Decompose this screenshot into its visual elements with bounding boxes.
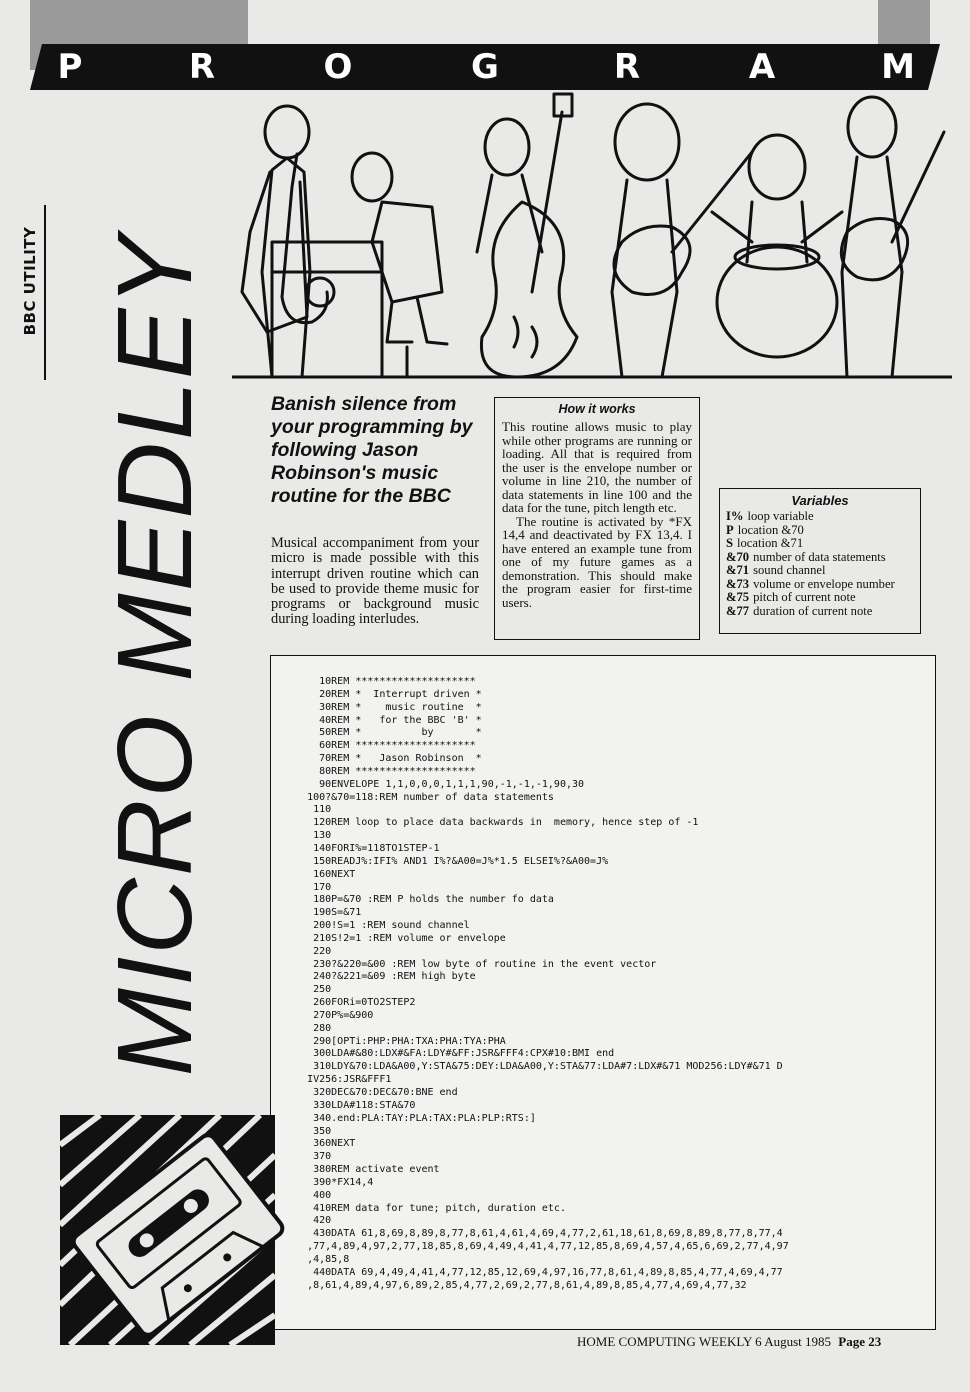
variable-description: pitch of current note bbox=[753, 590, 856, 604]
section-divider bbox=[44, 205, 46, 380]
code-line: 370 bbox=[283, 1151, 332, 1163]
code-line: 10REM ******************** bbox=[283, 676, 476, 687]
code-line: 60REM ******************** bbox=[283, 740, 476, 752]
variable-description: location &71 bbox=[737, 536, 804, 550]
variable-name: P bbox=[726, 522, 734, 537]
variable-row bbox=[726, 578, 914, 592]
code-line: 430DATA 61,8,69,8,89,8,77,8,61,4,61,4,69,4,77,2,61,18,61,8,69,8,89,8,77,8,77,4 bbox=[283, 1228, 783, 1240]
code-line: 390*FX14,4 bbox=[283, 1176, 374, 1188]
banner-letter-r: R bbox=[188, 47, 216, 87]
code-line: 250 bbox=[283, 984, 332, 996]
code-line: 90ENVELOPE 1,1,0,0,0,1,1,1,90,-1,-1,-1,90,30 bbox=[283, 778, 585, 790]
intro-body: Musical accompaniment from your micro is made possible with this interrupt driven routine which can be used to provide theme music for programs or background music during loading interludes. bbox=[271, 535, 479, 628]
banner-letter-m: M bbox=[881, 47, 915, 87]
banner-letter-g: G bbox=[471, 47, 499, 87]
variable-row bbox=[726, 524, 914, 538]
variable-name: &70 bbox=[726, 549, 750, 564]
code-line: 360NEXT bbox=[283, 1138, 356, 1150]
code-line: 180P=&70 :REM P holds the number fo data bbox=[283, 894, 554, 906]
code-line: 310LDY&70:LDA&A00,Y:STA&75:DEY:LDA&A00,Y:STA&77:LDA#7:LDX#&71 MOD256:LDY#&71 D bbox=[283, 1061, 783, 1073]
how-it-works-paragraph-1: This routine allows music to play while other programs are running or loading. All that is required from the user is the envelope number or volume in line 210, the number of data statements in line 100 and the data for the tune, pitch length etc. bbox=[502, 419, 692, 515]
code-line: 150READJ%:IFI% AND1 I%?&A00=J%*1.5 ELSEI%?&A00=J% bbox=[283, 855, 609, 867]
code-line: 110 bbox=[283, 804, 332, 816]
code-line: 140FORI%=118TO1STEP-1 bbox=[283, 842, 440, 854]
code-line: 420 bbox=[283, 1215, 332, 1227]
code-line: 30REM * music routine * bbox=[283, 701, 482, 713]
intro-column bbox=[271, 393, 479, 628]
code-line: 170 bbox=[283, 881, 332, 893]
how-it-works-title: How it works bbox=[558, 402, 636, 416]
variable-description: number of data statements bbox=[753, 549, 886, 564]
code-line: 270P%=&900 bbox=[283, 1009, 374, 1021]
banner-letter-p: P bbox=[57, 47, 83, 87]
code-line: 320DEC&70:DEC&70:BNE end bbox=[283, 1087, 458, 1098]
code-line: 220 bbox=[283, 945, 332, 957]
section-label: BBC UTILITY bbox=[21, 226, 39, 336]
variables-box bbox=[719, 488, 921, 634]
variable-row bbox=[726, 564, 914, 578]
code-line: 80REM ******************** bbox=[283, 765, 476, 777]
code-line: 440DATA 69,4,49,4,41,4,77,12,85,12,69,4,97,16,77,8,61,4,89,8,85,4,77,4,69,4,77 bbox=[283, 1266, 783, 1278]
variable-description: loop variable bbox=[747, 509, 814, 523]
code-line: 230?&220=&00 :REM low byte of routine in the event vector bbox=[283, 958, 657, 970]
banner-letter-a: A bbox=[748, 47, 776, 87]
variable-description: location &70 bbox=[737, 522, 804, 537]
code-line: 190S=&71 bbox=[283, 907, 362, 919]
code-listing bbox=[283, 676, 789, 1293]
intro-headline: Banish silence from your programming by following Jason Robinson's music routine for the BBC bbox=[271, 393, 473, 507]
code-line: 240?&221=&09 :REM high byte bbox=[283, 971, 476, 983]
variable-name: S bbox=[726, 536, 734, 550]
code-listing-box bbox=[270, 655, 936, 1330]
code-line: 130 bbox=[283, 830, 332, 842]
variable-name: &73 bbox=[726, 576, 750, 591]
footer-page-number: Page 23 bbox=[838, 1334, 882, 1349]
code-line: 260FORi=0TO2STEP2 bbox=[283, 997, 416, 1009]
code-line: 290[OPTi:PHP:PHA:TXA:PHA:TYA:PHA bbox=[283, 1035, 506, 1047]
code-line: 340.end:PLA:TAY:PLA:TAX:PLA:PLP:RTS:] bbox=[283, 1112, 536, 1124]
banner-letter-o: O bbox=[323, 47, 353, 87]
code-line: 50REM * by * bbox=[283, 727, 482, 739]
variable-description: sound channel bbox=[753, 563, 826, 577]
code-line: 20REM * Interrupt driven * bbox=[283, 688, 482, 700]
variables-list bbox=[726, 510, 914, 618]
footer-publication: HOME COMPUTING WEEKLY bbox=[577, 1334, 752, 1349]
variable-description: duration of current note bbox=[753, 603, 873, 618]
page-footer bbox=[577, 1334, 927, 1350]
code-line: 200!S=1 :REM sound channel bbox=[283, 920, 470, 932]
variable-name: &71 bbox=[726, 563, 750, 577]
band-illustration bbox=[232, 92, 952, 392]
variables-title: Variables bbox=[791, 493, 849, 508]
code-line: IV256:JSR&FFF1 bbox=[283, 1074, 392, 1086]
how-it-works-paragraph-2: The routine is activated by *FX 14,4 and deactivated by FX 13,4. I have entered an example tune from one of my future games as a demonstration. This should make the program easier for first-time users. bbox=[502, 513, 692, 610]
code-line: 330LDA#118:STA&70 bbox=[283, 1099, 416, 1111]
code-line: 40REM * for the BBC 'B' * bbox=[283, 714, 482, 726]
variable-name: &77 bbox=[726, 603, 750, 618]
code-line: 380REM activate event bbox=[283, 1164, 440, 1176]
code-line: 300LDA#&80:LDX#&FA:LDY#&FF:JSR&FFF4:CPX#10:BMI end bbox=[283, 1048, 615, 1060]
cassette-icon bbox=[60, 1085, 290, 1355]
code-line: 350 bbox=[283, 1125, 332, 1137]
code-line: 410REM data for tune; pitch, duration etc. bbox=[283, 1202, 566, 1214]
variable-row bbox=[726, 510, 914, 524]
code-line: 120REM loop to place data backwards in memory, hence step of -1 bbox=[283, 817, 699, 829]
variable-row bbox=[726, 605, 914, 619]
variable-row bbox=[726, 591, 914, 605]
banner-letter-r2: R bbox=[613, 47, 641, 87]
how-it-works-box bbox=[494, 397, 700, 640]
code-line: ,77,4,89,4,97,2,77,18,85,8,69,4,49,4,41,4,77,12,85,8,69,4,57,4,65,6,69,2,77,4,97 bbox=[283, 1241, 789, 1253]
footer-date: 6 August 1985 bbox=[755, 1334, 832, 1349]
code-line: 100?&70=118:REM number of data statements bbox=[283, 791, 554, 803]
code-line: ,8,61,4,89,4,97,6,89,2,85,4,77,2,69,2,77,8,61,4,89,8,85,4,77,4,69,4,77,32 bbox=[283, 1279, 747, 1291]
code-line: 280 bbox=[283, 1022, 332, 1034]
code-line: 160NEXT bbox=[283, 868, 356, 880]
code-line: ,4,85,8 bbox=[283, 1253, 350, 1265]
variable-description: volume or envelope number bbox=[753, 576, 895, 591]
article-title: MICRO MEDLEY bbox=[96, 233, 214, 1077]
variable-row bbox=[726, 551, 914, 565]
variable-name: I% bbox=[726, 509, 744, 523]
variable-row bbox=[726, 537, 914, 551]
code-line: 210S!2=1 :REM volume or envelope bbox=[283, 932, 506, 944]
code-line: 70REM * Jason Robinson * bbox=[283, 753, 482, 765]
code-line: 400 bbox=[283, 1189, 332, 1201]
variable-name: &75 bbox=[726, 590, 750, 604]
